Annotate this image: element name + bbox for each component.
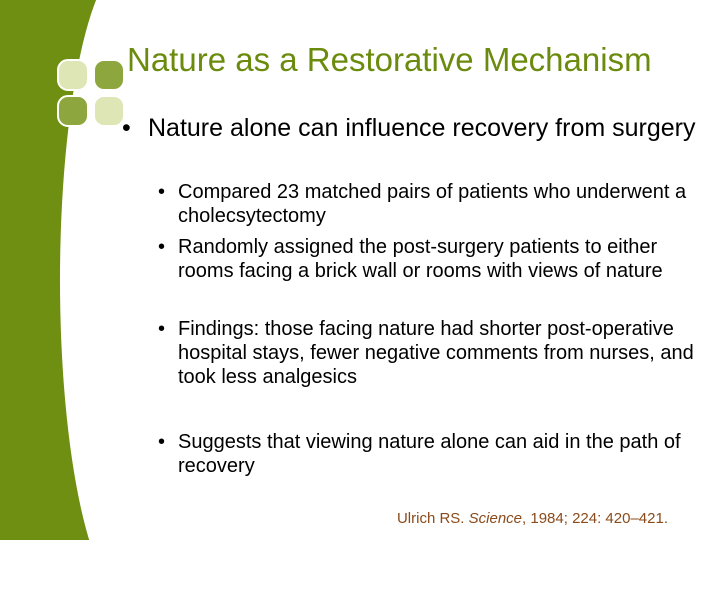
bullet-marker: • <box>122 114 131 142</box>
flower-logo-icon <box>54 56 128 130</box>
sub-bullet-3: Findings: those facing nature had shorter post-operative hospital stays, fewer negative comments from nurses, and took less analgesics <box>178 318 694 388</box>
bullet-marker: • <box>158 181 166 203</box>
bullet-marker: • <box>158 431 166 453</box>
sub-bullet-4: Suggests that viewing nature alone can aid in the path of recovery <box>178 431 681 477</box>
bullet-marker: • <box>158 236 166 258</box>
citation-author: Ulrich RS. <box>396 510 469 527</box>
citation <box>397 510 668 528</box>
bullet-marker: • <box>158 318 166 340</box>
main-bullet-text: Nature alone can influence recovery from surgery <box>148 114 696 142</box>
citation-journal: Science <box>468 510 523 527</box>
slide-title: Nature as a Restorative Mechanism <box>127 41 652 78</box>
sub-bullet-1: Compared 23 matched pairs of patients who underwent a cholecsytectomy <box>178 181 687 227</box>
citation-details: , 1984; 224: 420–421. <box>522 510 668 527</box>
sub-bullet-2: Randomly assigned the post-surgery patients to either rooms facing a brick wall or rooms with views of nature <box>178 236 663 282</box>
